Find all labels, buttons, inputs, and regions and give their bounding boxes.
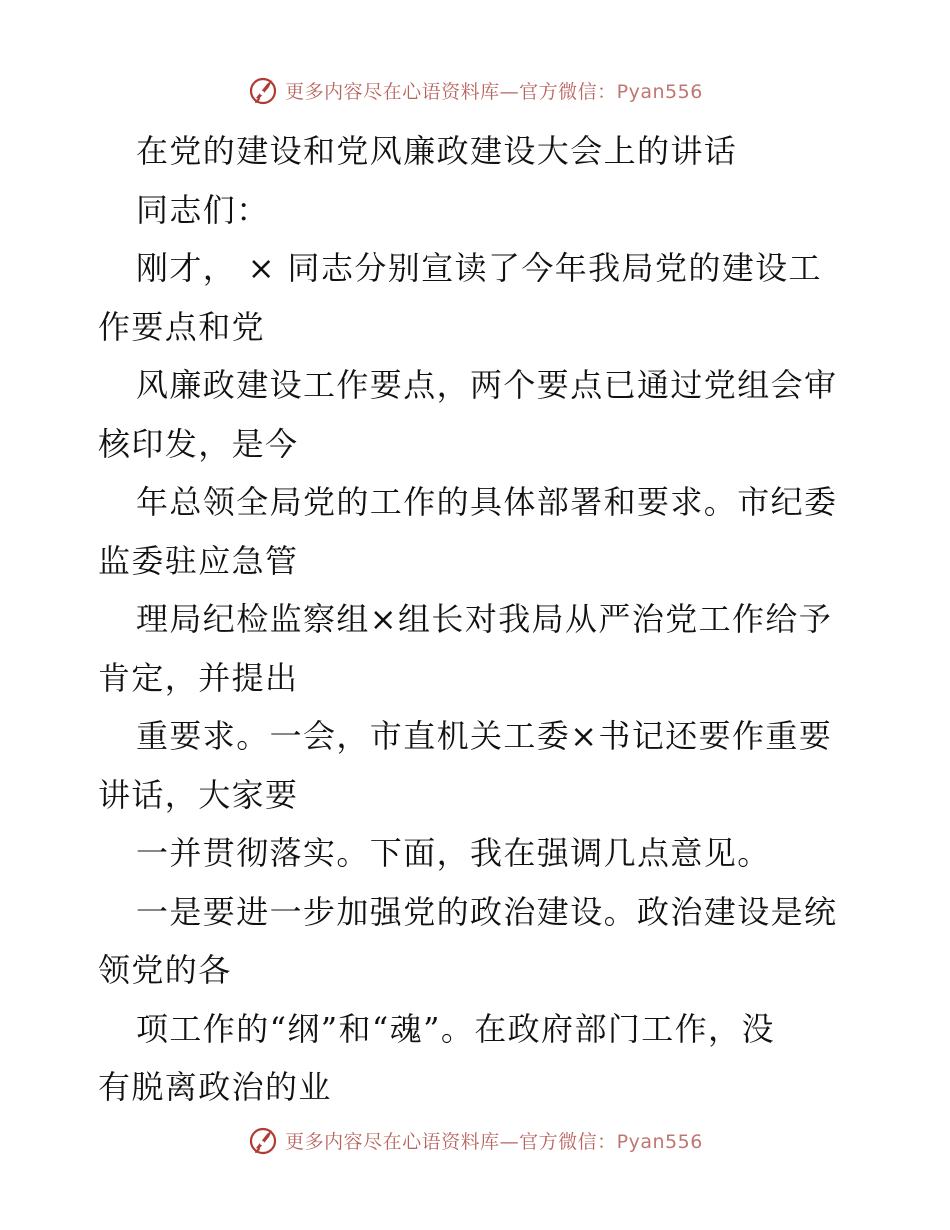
document-line: 风廉政建设工作要点，两个要点已通过党组会审: [136, 366, 838, 404]
footer-wechat-id: Pyan556: [616, 1130, 703, 1153]
document-line: 作要点和党: [98, 307, 266, 346]
header-wechat-id: Pyan556: [616, 80, 703, 103]
footer-banner: [0, 1122, 950, 1158]
document-body: [98, 122, 858, 1117]
document-line: 重要求。一会，市直机关工委×书记还要作重要: [136, 717, 833, 755]
document-line: 领党的各: [98, 951, 232, 989]
document-line: 年总领全局党的工作的具体部署和要求。市纪委: [136, 483, 838, 521]
document-line: 项工作的“纲”和“魂”。在政府部门工作，没: [136, 1009, 775, 1048]
document-line: 理局纪检监察组×组长对我局从严治党工作给予: [136, 600, 833, 638]
quill-pen-logo-icon: [247, 74, 279, 106]
document-line: 监委驻应急管: [98, 541, 299, 580]
document-line: 肯定，并提出: [98, 658, 299, 697]
document-line: 一并贯彻落实。下面，我在强调几点意见。: [136, 834, 771, 872]
header-banner: [0, 72, 950, 108]
document-line: 有脱离政治的业: [98, 1068, 332, 1106]
document-line: 一是要进一步加强党的政治建设。政治建设是统: [136, 892, 838, 931]
document-line: 核印发，是今: [98, 424, 299, 463]
footer-banner-label: 更多内容尽在心语资料库—官方微信：: [285, 1130, 617, 1153]
document-line: 讲话，大家要: [98, 775, 299, 814]
quill-pen-logo-icon: [247, 1124, 279, 1156]
document-line: 在党的建设和党风廉政建设大会上的讲话: [136, 132, 738, 170]
footer-banner-text: [285, 1127, 703, 1154]
document-line: 同志们：: [136, 190, 270, 229]
header-banner-label: 更多内容尽在心语资料库—官方微信：: [285, 80, 617, 103]
document-line: 刚才， × 同志分别宣读了今年我局党的建设工: [136, 249, 822, 287]
header-banner-text: [285, 77, 703, 104]
